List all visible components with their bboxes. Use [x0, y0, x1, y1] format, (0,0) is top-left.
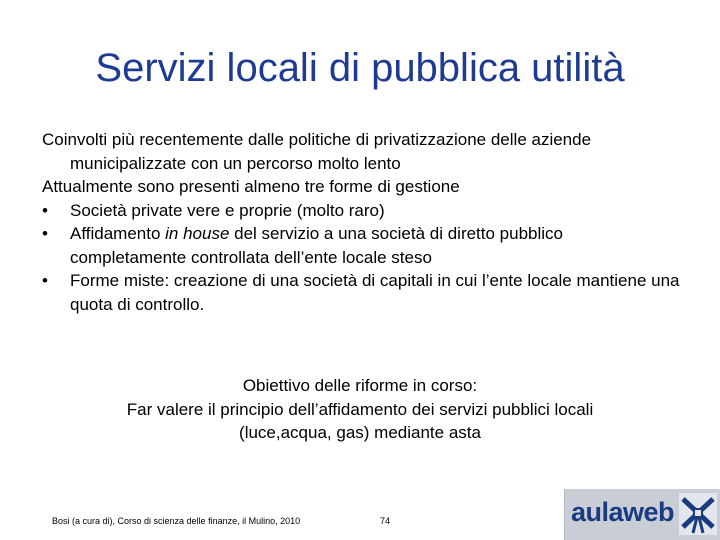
windmill-icon [679, 493, 717, 535]
page-number: 74 [380, 516, 391, 526]
footer-citation: Bosi (a cura di), Corso di scienza delle finanze, il Mulino, 2010 [52, 516, 301, 526]
bullet-marker: • [42, 271, 48, 290]
slide-body [42, 128, 682, 316]
bullet-text-before: Affidamento [70, 224, 166, 243]
slide-title: Servizi locali di pubblica utilità [95, 46, 625, 90]
objective-heading: Obiettivo delle riforme in corso: [242, 376, 478, 395]
bullet-item-in-house [42, 222, 682, 269]
objective-line: (luce,acqua, gas) mediante asta [239, 423, 481, 442]
objective-line: Far valere il principio dell’affidamento dei servizi pubblici locali [126, 399, 594, 419]
bullet-text-italic: in house [165, 224, 230, 243]
paragraph-management-forms: Attualmente sono presenti almeno tre forme di gestione [42, 177, 460, 196]
bullet-item-private [42, 199, 682, 223]
bullet-text: Forme miste: creazione di una società di capitali in cui l’ente locale mantiene una quota di controllo. [70, 271, 680, 314]
paragraph-privatization: Coinvolti più recentemente dalle politiche di privatizzazione delle aziende municipalizzate con un percorso molto lento [42, 130, 592, 173]
bullet-marker: • [42, 200, 48, 220]
bullet-item-mixed [42, 269, 682, 316]
bullet-text-after: del servizio a una società di diretto pubblico completamente controllata dell’ente locale steso [70, 224, 564, 267]
objective-block [0, 374, 720, 445]
bullet-marker: • [42, 224, 48, 243]
logo-text: aulaweb [571, 497, 675, 527]
bullet-text: Società private vere e proprie (molto raro) [70, 200, 385, 220]
aulaweb-logo [564, 489, 720, 540]
